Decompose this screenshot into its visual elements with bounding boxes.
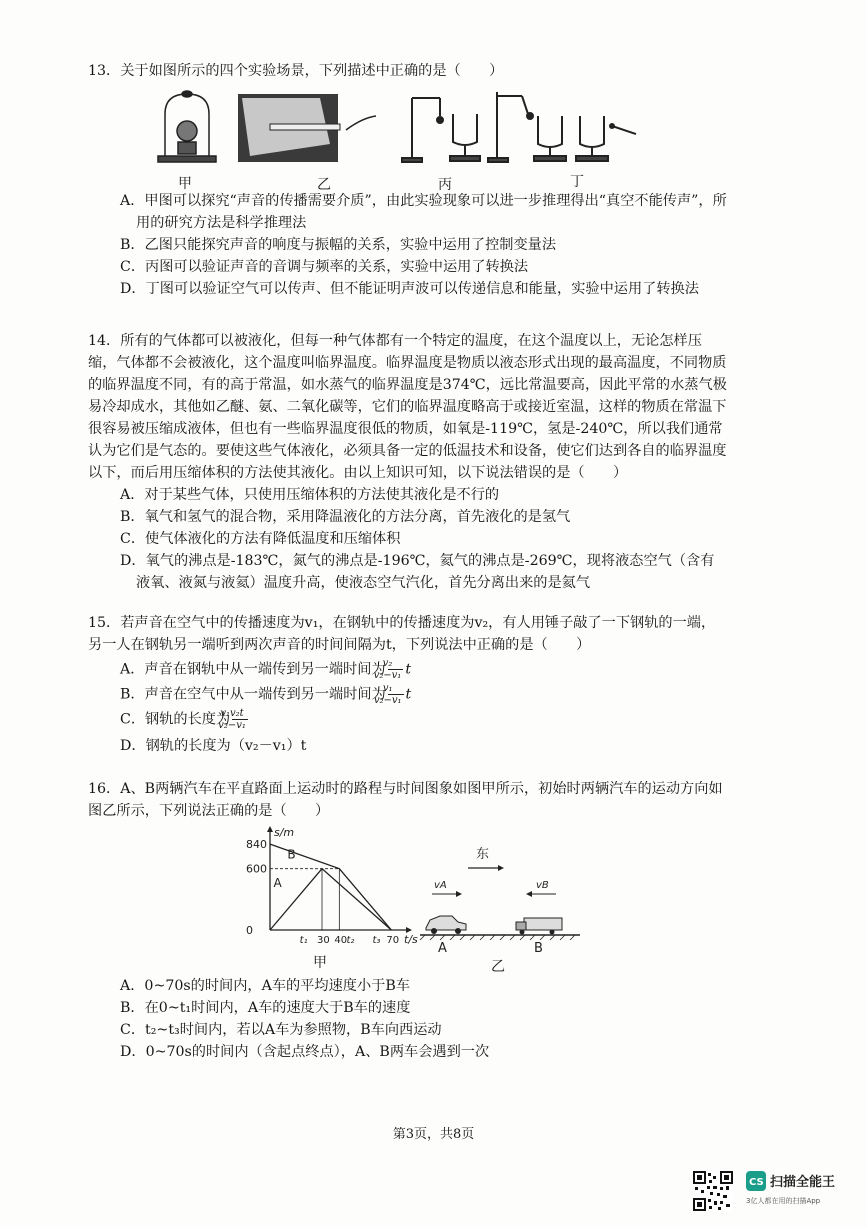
- brand-name: 扫描全能王: [770, 1175, 836, 1190]
- x-axis-label: t/s: [404, 933, 418, 946]
- q15-option-b: B．声音在空气中从一端传到另一端时间为 $\frac{\text{v₁}}{\text{v₂−v₁}}$ t: [120, 683, 412, 706]
- question-14-stem: 14．所有的气体都可以被液化，但每一种气体都有一个特定的温度，在这个温度以上，无论怎样压缩，气体都不会被液化，这个温度叫临界温度。临界温度是物质以液态形式出现的最高温度，不同物质的临界温度不同，有的高于常温，如水蒸气的临界温度是374℃，远比常温要高，因此平常的水蒸气极易冷却成水，其他如乙醚、氨、二氧化碳等，它们的临界温度略高于或接近室温，这样的物质在常温下很容易被压缩成液体，但也有一些临界温度很低的物质，如氧是-119℃，氢是-240℃，所以我们通常认为它们是气态的。要使这些气体液化，必须具备一定的低温技术和设备，使它们达到各自的临界温度以下，而后用压缩体积的方法使其液化。由以上知识可知，以下说法错误的是（ ）: [88, 333, 727, 481]
- figure-label-yi: 乙: [317, 177, 331, 193]
- y-tick-label: 840: [246, 838, 267, 852]
- q15-option-c: C．钢轨的长度为 $\frac{\text{v₁v₂t}}{\text{v₂−v₁}}$: [120, 708, 246, 731]
- vb-label: vB: [536, 880, 549, 891]
- q13-option-c: C．丙图可以验证声音的音调与频率的关系，实验中运用了转换法: [120, 259, 529, 275]
- q13-option-b: B．乙图只能探究声音的响度与振幅的关系，实验中运用了控制变量法: [120, 237, 557, 253]
- x-tick-label: t₃: [372, 935, 381, 946]
- figure-label-yi-16: 乙: [491, 959, 505, 975]
- x-tick-label: t₁: [299, 935, 308, 946]
- q16-option-d: D．0~70s的时间内（含起点终点），A、B两车会遇到一次: [120, 1044, 490, 1060]
- tuning-fork-figure-1: [402, 98, 480, 162]
- question-13-options: [88, 190, 728, 300]
- x-tick-label: 70: [386, 935, 400, 946]
- question-16: [88, 778, 728, 822]
- series-label-B: B: [287, 847, 296, 862]
- question-15: [88, 612, 728, 757]
- q15-option-d: D．钢轨的长度为（v₂－v₁）t: [120, 738, 307, 754]
- x-tick-label: 30: [317, 935, 330, 946]
- st-graph: [240, 820, 418, 950]
- figure-label-ding: 丁: [570, 174, 584, 190]
- cs-logo-text: CS: [749, 1177, 764, 1188]
- figure-label-bing: 丙: [438, 177, 452, 193]
- q13-option-d: D．丁图可以验证空气可以传声、但不能证明声波可以传递信息和能量，实验中运用了转换法: [120, 281, 699, 297]
- car-a-label: A: [438, 941, 447, 956]
- car-b-label: B: [534, 941, 543, 956]
- brand-tagline: 3亿人都在用的扫描App: [746, 1197, 821, 1205]
- question-14: [88, 330, 728, 594]
- q16-option-b: B．在0~t₁时间内，A车的速度大于B车的速度: [120, 1000, 411, 1016]
- figure-label-jia-16: 甲: [313, 955, 327, 971]
- ruler-figure: [238, 94, 376, 162]
- question-15-stem: 15．若声音在空气中的传播速度为v₁，在钢轨中的传播速度为v₂，有人用锤子敲了一下钢轨的一端，另一人在钢轨另一端听到两次声音的时间间隔为t，下列说法中正确的是（ ）: [88, 615, 716, 653]
- motion-diagram: [420, 838, 580, 958]
- q16-option-c: C．t₂~t₃时间内，若以A车为参照物，B车向西运动: [120, 1022, 442, 1038]
- q16-option-a: A．0~70s的时间内，A车的平均速度小于B车: [120, 978, 410, 994]
- q14-option-b: B．氧气和氢气的混合物，采用降温液化的方法分离，首先液化的是氢气: [120, 509, 571, 525]
- x-tick-label: 40: [334, 935, 348, 946]
- tuning-fork-figure-2: [488, 92, 636, 162]
- brand-watermark: [746, 1171, 858, 1207]
- y-axis-label: s/m: [274, 826, 295, 839]
- qr-code-icon: [693, 1171, 733, 1211]
- figure-label-jia: 甲: [178, 176, 192, 192]
- q14-option-c: C．使气体液化的方法有降低温度和压缩体积: [120, 531, 401, 547]
- page-footer: 第3页，共8页: [392, 1127, 475, 1142]
- question-16-options: [88, 975, 728, 1063]
- q14-option-a: A．对于某些气体，只使用压缩体积的方法使其液化是不行的: [120, 487, 500, 503]
- question-16-stem: 16．A、B两辆汽车在平直路面上运动时的路程与时间图象如图甲所示，初始时两辆汽车的运动方向如图乙所示，下列说法正确的是（ ）: [88, 781, 723, 819]
- q13-figure: [150, 86, 650, 170]
- y-tick-label: 0: [246, 924, 253, 937]
- series-line-A: [270, 869, 391, 930]
- question-13: [88, 60, 728, 82]
- q15-option-a: A．声音在钢轨中从一端传到另一端时间为 $\frac{\text{v₂}}{\text{v₂−v₁}}$ t: [120, 658, 412, 681]
- y-tick-label: 600: [246, 862, 267, 876]
- question-13-stem: 13．关于如图所示的四个实验场景，下列描述中正确的是（ ）: [88, 63, 504, 79]
- q13-option-a: A．甲图可以探究“声音的传播需要介质”，由此实验现象可以进一步推理得出“真空不能传声”，所用的研究方法是科学推理法: [120, 193, 727, 231]
- q14-option-d: D．氧气的沸点是-183℃，氮气的沸点是-196℃，氦气的沸点是-269℃，现将液态空气（含有液氧、液氮与液氦）温度升高，使液态空气汽化，首先分离出来的是氦气: [120, 553, 715, 591]
- truck-b-icon: [516, 918, 562, 935]
- y-axis-arrow: [267, 826, 273, 832]
- va-label: vA: [434, 880, 447, 891]
- x-tick-label: t₂: [346, 935, 355, 946]
- east-label: 东: [476, 847, 490, 862]
- series-label-A: A: [273, 876, 282, 891]
- bell-jar-figure: [158, 91, 216, 162]
- car-a-icon: [426, 916, 466, 934]
